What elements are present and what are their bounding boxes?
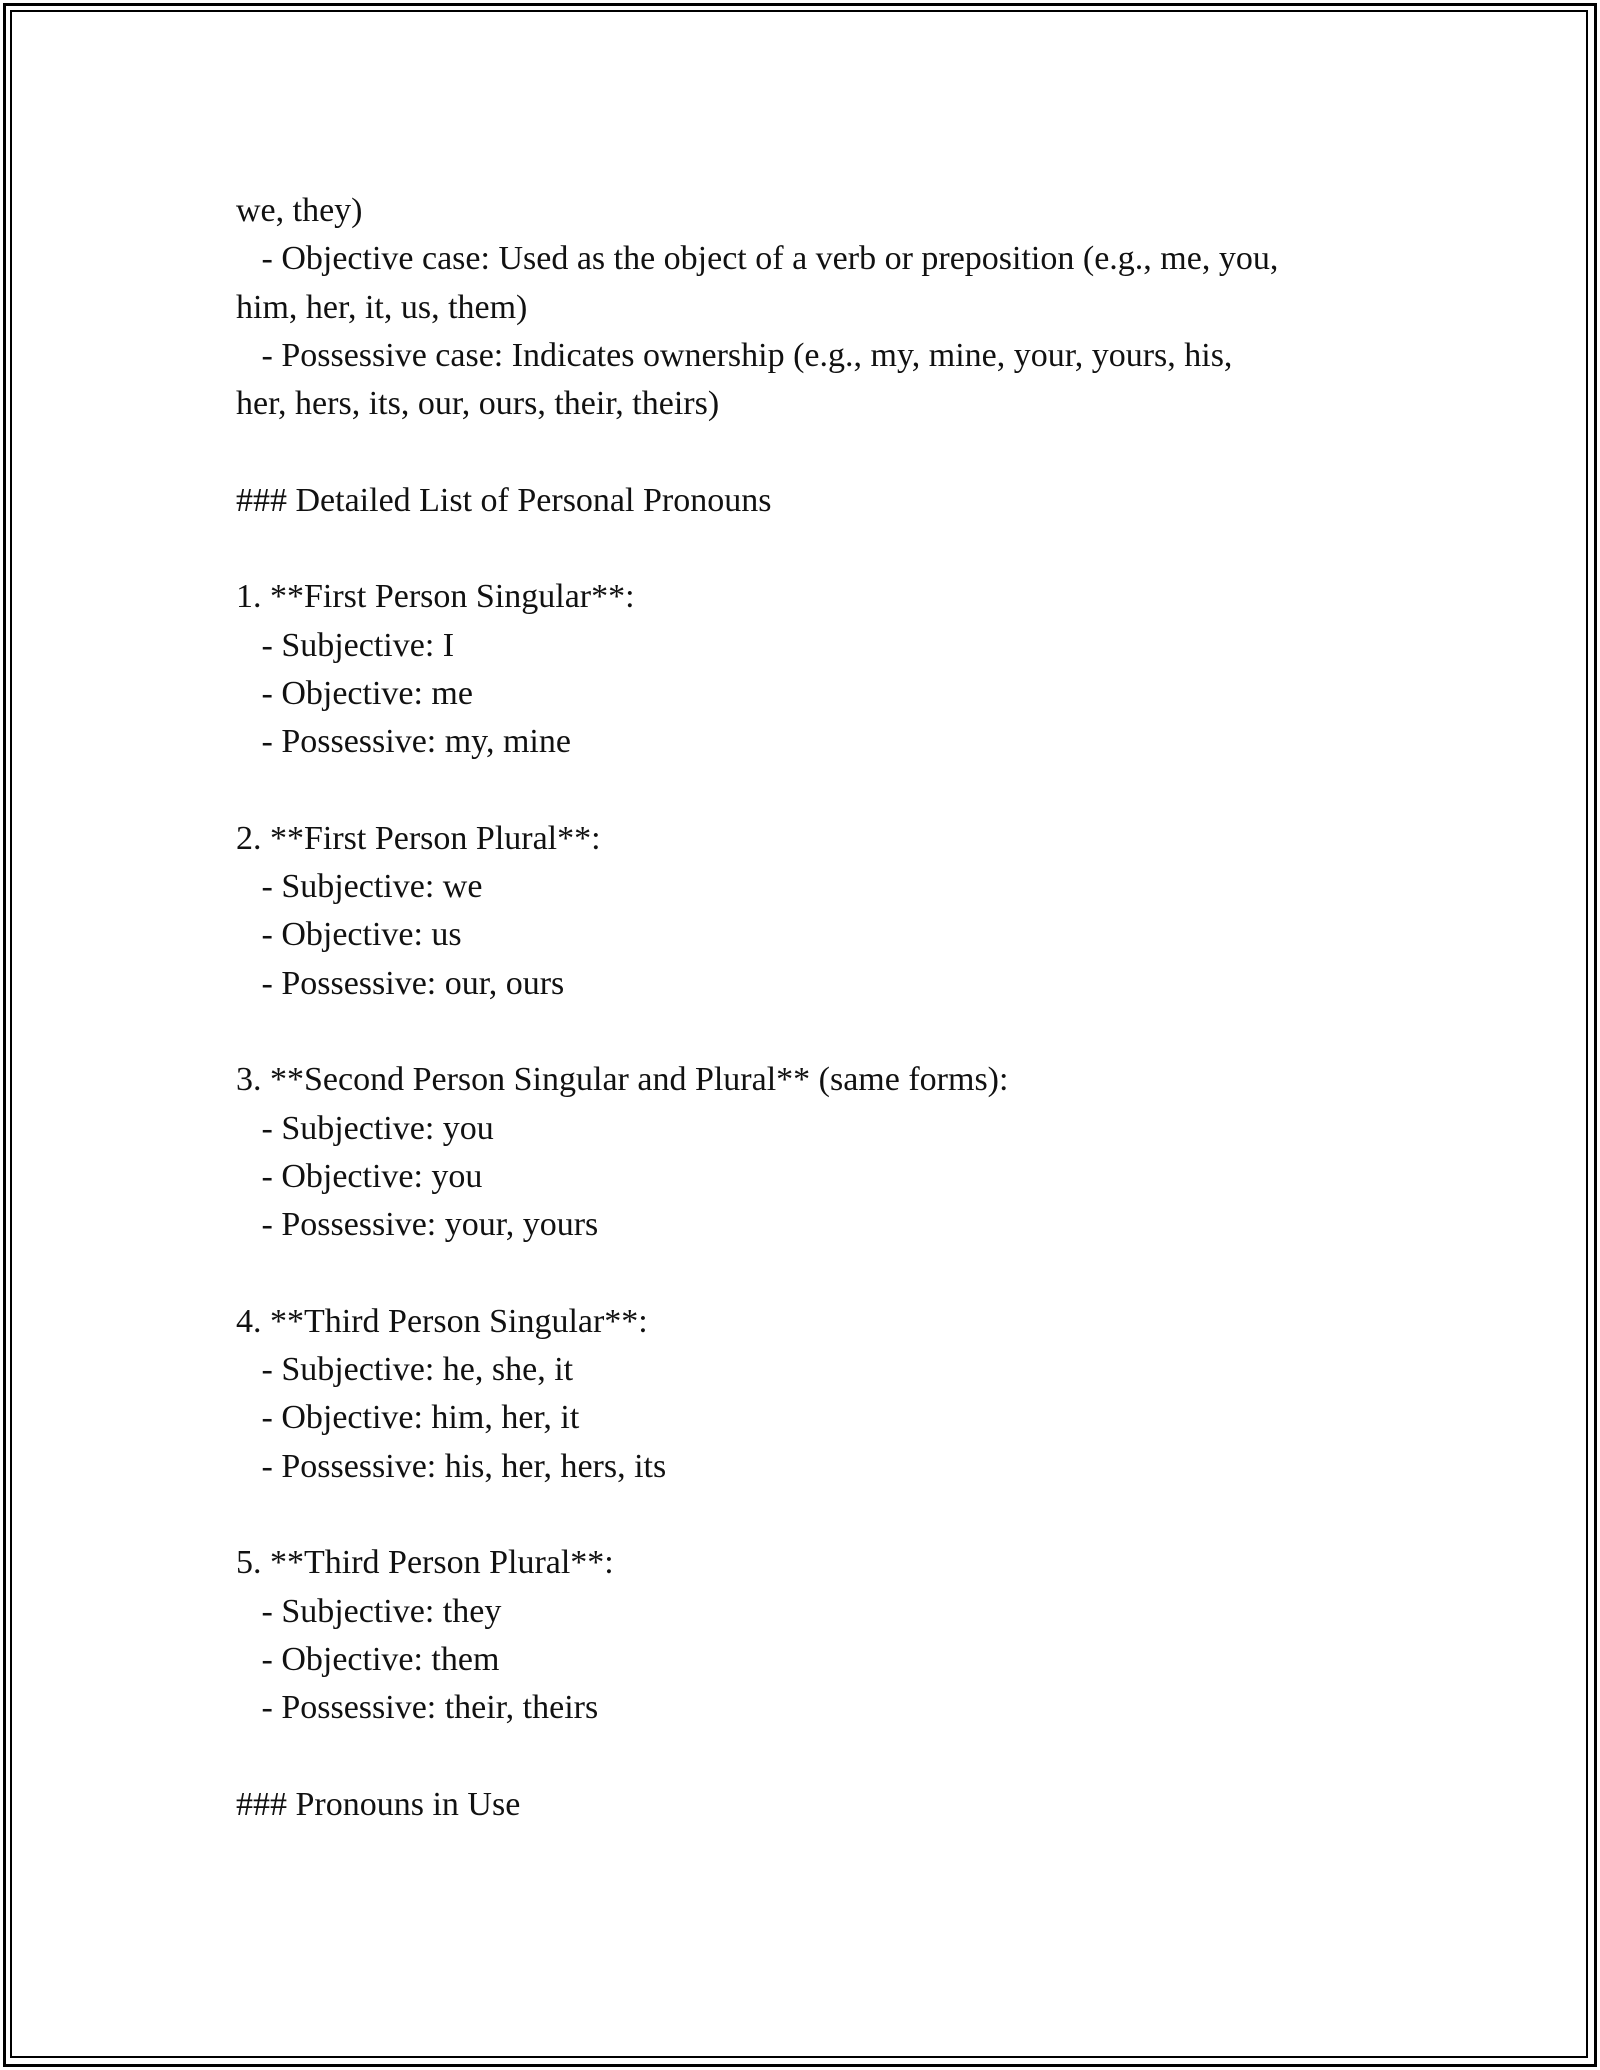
list-item-heading: 4. **Third Person Singular**: <box>236 1302 648 1340</box>
list-subitem: - Possessive: their, theirs <box>236 1689 599 1727</box>
text-line: him, her, it, us, them) <box>236 288 528 326</box>
text-line: we, they) <box>236 192 363 229</box>
blank-line <box>236 1250 1406 1298</box>
blank-line <box>236 767 1406 815</box>
list-subitem: - Possessive: my, mine <box>236 723 571 761</box>
list-subitem: - Possessive: our, ours <box>236 964 565 1002</box>
list-subitem: - Possessive: your, yours <box>236 1206 599 1244</box>
list-subitem: - Subjective: I <box>236 626 455 664</box>
blank-line <box>236 525 1406 573</box>
blank-line <box>236 1491 1406 1539</box>
list-subitem: - Subjective: you <box>236 1109 494 1147</box>
document-body <box>236 187 1406 1829</box>
list-item-heading: 2. **First Person Plural**: <box>236 819 601 857</box>
list-subitem: - Subjective: they <box>236 1592 502 1630</box>
text-line: - Possessive case: Indicates ownership (e.g., my, mine, your, yours, his, <box>236 336 1233 374</box>
list-item-heading: 5. **Third Person Plural**: <box>236 1544 614 1582</box>
text-line: - Objective case: Used as the object of a verb or preposition (e.g., me, you, <box>236 240 1279 278</box>
list-item-heading: 3. **Second Person Singular and Plural** (same forms): <box>236 1061 1009 1099</box>
list-subitem: - Possessive: his, her, hers, its <box>236 1447 667 1485</box>
text-line: her, hers, its, our, ours, their, theirs) <box>236 385 720 423</box>
blank-line <box>236 1008 1406 1056</box>
list-subitem: - Objective: them <box>236 1640 500 1678</box>
list-subitem: - Objective: us <box>236 916 462 954</box>
list-subitem: - Objective: him, her, it <box>236 1399 580 1437</box>
blank-line <box>236 1733 1406 1781</box>
section-heading: ### Pronouns in Use <box>236 1785 521 1823</box>
list-subitem: - Objective: you <box>236 1157 483 1195</box>
list-subitem: - Subjective: we <box>236 868 483 906</box>
blank-line <box>236 428 1406 476</box>
list-subitem: - Subjective: he, she, it <box>236 1351 574 1389</box>
list-subitem: - Objective: me <box>236 674 473 712</box>
section-heading: ### Detailed List of Personal Pronouns <box>236 481 772 519</box>
list-item-heading: 1. **First Person Singular**: <box>236 578 635 616</box>
